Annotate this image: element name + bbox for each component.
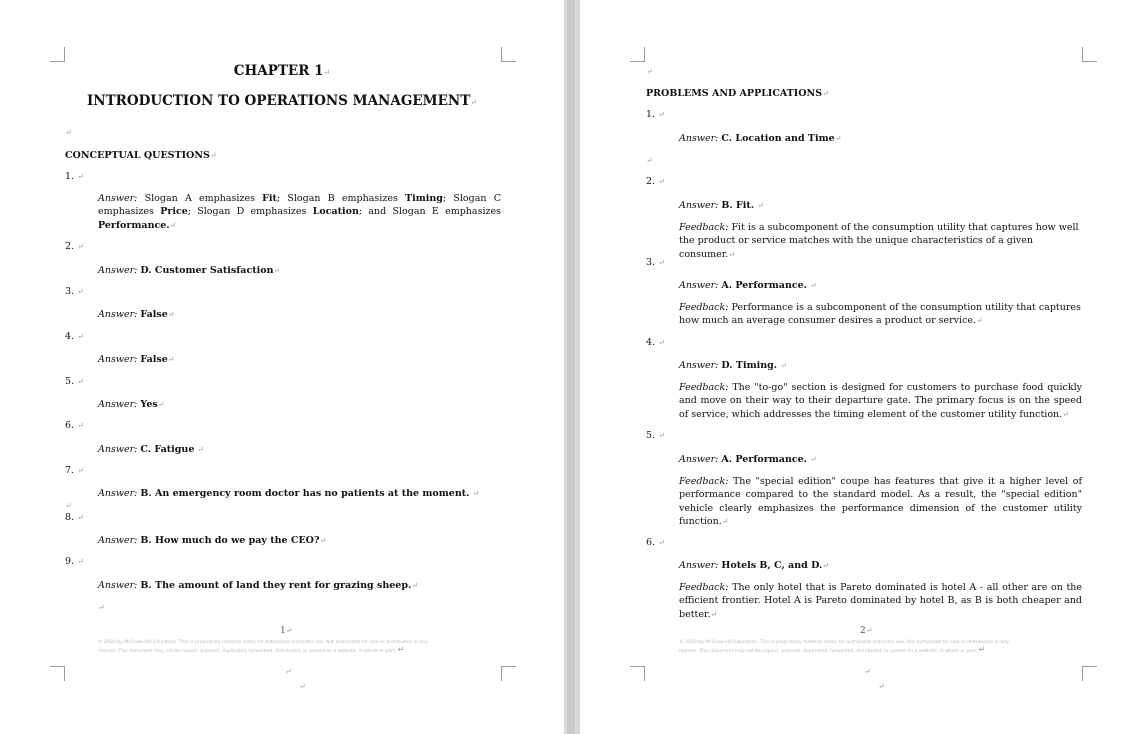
problem-number: 3. ↵ bbox=[646, 257, 665, 268]
answer-line: Answer: D. Customer Satisfaction↵ bbox=[98, 265, 281, 276]
section-heading-problems: PROBLEMS AND APPLICATIONS↵ bbox=[646, 88, 829, 99]
page-number: 2↵ bbox=[860, 626, 873, 636]
answer-line: Answer: D. Timing. ↵ bbox=[679, 360, 787, 371]
answer-line: Answer: C. Fatigue ↵ bbox=[98, 444, 205, 455]
empty-paragraph-mark: ↵ bbox=[65, 501, 72, 510]
answer-line: Answer: Yes↵ bbox=[98, 399, 165, 410]
question-number: 5. ↵ bbox=[65, 376, 84, 387]
copyright-footer: © 2020 by McGraw-Hill Education. This is proprietary material solely for authorized instructor use. Not authorized for sale or distribution in any manner. This document may not be copied, scanned, duplicated, forwarded, distributed, or posted on a website, in whole or part. ↵ bbox=[679, 640, 1009, 654]
document-page-1[interactable] bbox=[0, 0, 564, 734]
feedback-paragraph: Feedback: The "special edition" coupe has features that give it a higher level of performance compared to the standard model. As a result, the "special edition" vehicle clearly emphasizes the performance dimension of the customer utility function.↵ bbox=[679, 476, 1082, 527]
answer-line: Answer: False↵ bbox=[98, 354, 175, 365]
answer-paragraph: Answer: Slogan A emphasizes Fit; Slogan B emphasizes Timing; Slogan C emphasizes Price; Slogan D emphasizes Location; and Slogan E emphasizes Performance.↵ bbox=[98, 193, 502, 231]
feedback-paragraph: Feedback: The "to-go" section is designed for customers to purchase food quickly and move on their way to their departure gate. The primary focus is on the speed of service, which addresses the timing element of the customer utility function.↵ bbox=[679, 382, 1082, 420]
answer-line: Answer: B. How much do we pay the CEO?↵ bbox=[98, 535, 327, 546]
empty-paragraph-mark: ↵ bbox=[285, 667, 292, 676]
answer-line: Answer: C. Location and Time↵ bbox=[679, 133, 842, 144]
empty-paragraph-mark: ↵ bbox=[864, 667, 871, 676]
crop-mark-top-left bbox=[50, 47, 65, 62]
problem-number: 5. ↵ bbox=[646, 430, 665, 441]
answer-line: Answer: A. Performance. ↵ bbox=[679, 454, 817, 465]
copyright-footer: © 2020 by McGraw-Hill Education. This is proprietary material solely for authorized instructor use. Not authorized for sale or distribution in any manner. This document may not be copied, scanned, duplicated, forwarded, distributed, or posted on a website, in whole or part. ↵ bbox=[98, 640, 428, 654]
answer-line: Answer: B. An emergency room doctor has no patients at the moment. ↵ bbox=[98, 488, 480, 499]
feedback-paragraph: Feedback: Fit is a subcomponent of the consumption utility that captures how well the product or service matches with the unique characteristics of a given consumer.↵ bbox=[679, 222, 1079, 260]
question-number: 2. ↵ bbox=[65, 241, 84, 252]
answer-line: Answer: Hotels B, C, and D.↵ bbox=[679, 560, 829, 571]
empty-paragraph-mark: ↵ bbox=[65, 128, 72, 137]
crop-mark-top-right bbox=[1082, 47, 1097, 62]
feedback-paragraph: Feedback: The only hotel that is Pareto dominated is hotel A - all other are on the efficient frontier. Hotel A is Pareto dominated by hotel B, as B is both cheaper and better.↵ bbox=[679, 582, 1083, 620]
problem-number: 6. ↵ bbox=[646, 537, 665, 548]
problem-number: 2. ↵ bbox=[646, 176, 665, 187]
empty-paragraph-mark: ↵ bbox=[878, 682, 885, 691]
empty-paragraph-mark: ↵ bbox=[646, 67, 653, 76]
problem-number: 1. ↵ bbox=[646, 109, 665, 120]
feedback-paragraph: Feedback: Performance is a subcomponent of the consumption utility that captures how much an average consumer desires a product or service.↵ bbox=[679, 302, 1081, 327]
chapter-title: INTRODUCTION TO OPERATIONS MANAGEMENT↵ bbox=[86, 93, 477, 109]
answer-line: Answer: A. Performance. ↵ bbox=[679, 280, 817, 291]
empty-paragraph-mark: ↵ bbox=[98, 603, 105, 612]
page-number: 1↵ bbox=[280, 626, 293, 636]
question-number: 3. ↵ bbox=[65, 286, 84, 297]
page-gutter-shadow bbox=[567, 0, 575, 734]
crop-mark-bottom-right bbox=[1082, 666, 1097, 681]
crop-mark-bottom-left bbox=[630, 666, 645, 681]
crop-mark-bottom-left bbox=[50, 666, 65, 681]
empty-paragraph-mark: ↵ bbox=[646, 156, 653, 165]
problem-number: 4. ↵ bbox=[646, 337, 665, 348]
answer-line: Answer: False↵ bbox=[98, 309, 175, 320]
empty-paragraph-mark: ↵ bbox=[299, 682, 306, 691]
crop-mark-top-right bbox=[501, 47, 516, 62]
answer-line: Answer: B. The amount of land they rent for grazing sheep.↵ bbox=[98, 580, 418, 591]
question-number: 7. ↵ bbox=[65, 465, 84, 476]
question-number: 1. ↵ bbox=[65, 171, 84, 182]
question-number: 6. ↵ bbox=[65, 420, 84, 431]
section-heading-conceptual: CONCEPTUAL QUESTIONS↵ bbox=[65, 150, 217, 161]
question-number: 8. ↵ bbox=[65, 512, 84, 523]
question-number: 9. ↵ bbox=[65, 556, 84, 567]
answer-line: Answer: B. Fit. ↵ bbox=[679, 200, 764, 211]
document-page-2[interactable] bbox=[580, 0, 1146, 734]
chapter-heading: CHAPTER 1↵ bbox=[233, 63, 331, 79]
question-number: 4. ↵ bbox=[65, 331, 84, 342]
crop-mark-top-left bbox=[630, 47, 645, 62]
crop-mark-bottom-right bbox=[501, 666, 516, 681]
